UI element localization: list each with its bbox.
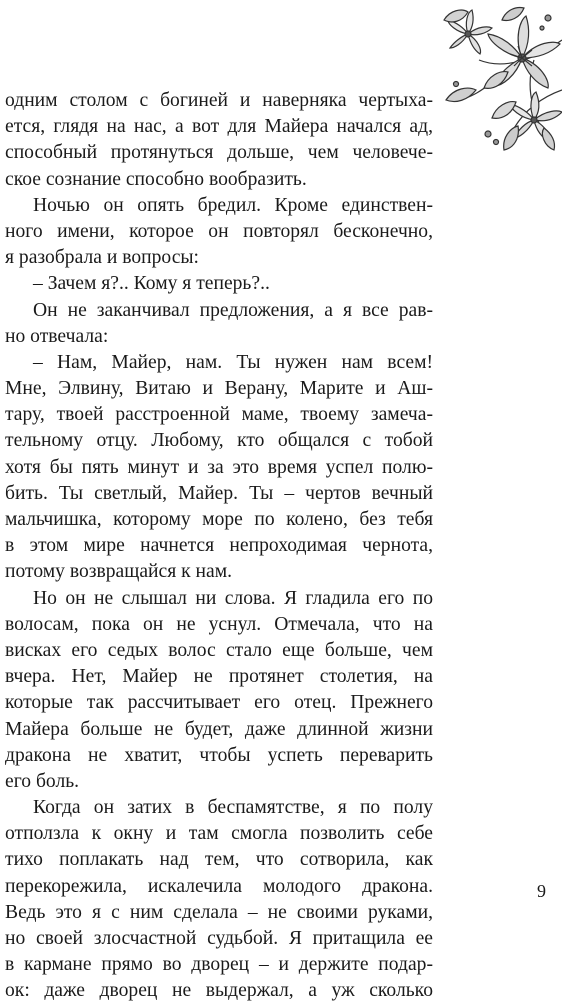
text-line: но своей злосчастной судьбой. Я притащила ее (5, 928, 433, 949)
text-line: его боль. (5, 770, 80, 792)
body-text (5, 88, 433, 1005)
text-line: одним столом с богиней и наверняка чертыха- (5, 90, 433, 111)
text-line: я разобрала и вопросы: (5, 247, 200, 269)
text-line: волосам, пока он не уснул. Отмечала, что на (5, 613, 433, 635)
text-line: в этом мире начнется непроходимая чернота, (5, 535, 433, 557)
text-line: ское сознание способно вообразить. (5, 168, 307, 190)
text-line: Но он не слышал ни слова. Я гладила его по (33, 587, 433, 609)
text-line: – Нам, Майер, нам. Ты нужен нам всем! (33, 351, 433, 373)
text-line: тару, твоей расстроенной маме, твоему замеча- (5, 404, 433, 426)
text-line: хотя бы пять минут и за это время успел полю- (5, 456, 433, 478)
text-line: ного имени, которое он повторял бесконечно, (5, 220, 433, 242)
page-number: 9 (537, 881, 546, 901)
text-line: мальчишка, которому море по колено, без тебя (5, 509, 433, 530)
text-line: тихо поплакать над тем, что сотворила, как (5, 849, 433, 871)
text-line: висках его седых волос стало еще больше, чем (5, 639, 433, 661)
text-line: способный протянуться дольше, чем человече- (5, 142, 433, 164)
text-line: вчера. Нет, Майер не протянет столетия, на (5, 666, 433, 688)
text-line: ок: даже дворец не выдержал, а уж сколько (5, 980, 433, 1002)
text-line: отползла к окну и там смогла позволить себе (5, 823, 433, 845)
text-line: Ведь это я с ним сделала – не своими руками, (5, 901, 433, 923)
text-line: дракона не хватит, чтобы успеть переварить (5, 744, 433, 766)
text-line: бить. Ты светлый, Майер. Ты – чертов вечный (5, 482, 433, 504)
text-line: но отвечала: (5, 325, 109, 347)
text-line: ется, глядя на нас, а вот для Майера начался ад, (5, 116, 433, 138)
text-line: Ночью он опять бредил. Кроме единствен- (33, 194, 433, 216)
text-line: тельному отцу. Любому, кто общался с тобой (5, 430, 433, 452)
text-line: Он не заканчивал предложения, а я все рав- (33, 299, 433, 321)
text-line: – Зачем я?.. Кому я теперь?.. (33, 273, 270, 295)
text-line: перекорежила, искалечила молодого дракона. (5, 875, 433, 897)
text-line: в кармане прямо во дворец – и держите подар- (5, 954, 433, 976)
text-line: Майера больше не будет, даже длинной жизни (5, 718, 433, 740)
text-line: потому возвращайся к нам. (5, 561, 233, 583)
text-line: Мне, Элвину, Витаю и Верану, Марите и Аш- (5, 378, 433, 400)
text-line: Когда он затих в беспамятстве, я по полу (33, 797, 433, 819)
text-line: которые так рассчитывает его отец. Прежнего (5, 692, 433, 714)
